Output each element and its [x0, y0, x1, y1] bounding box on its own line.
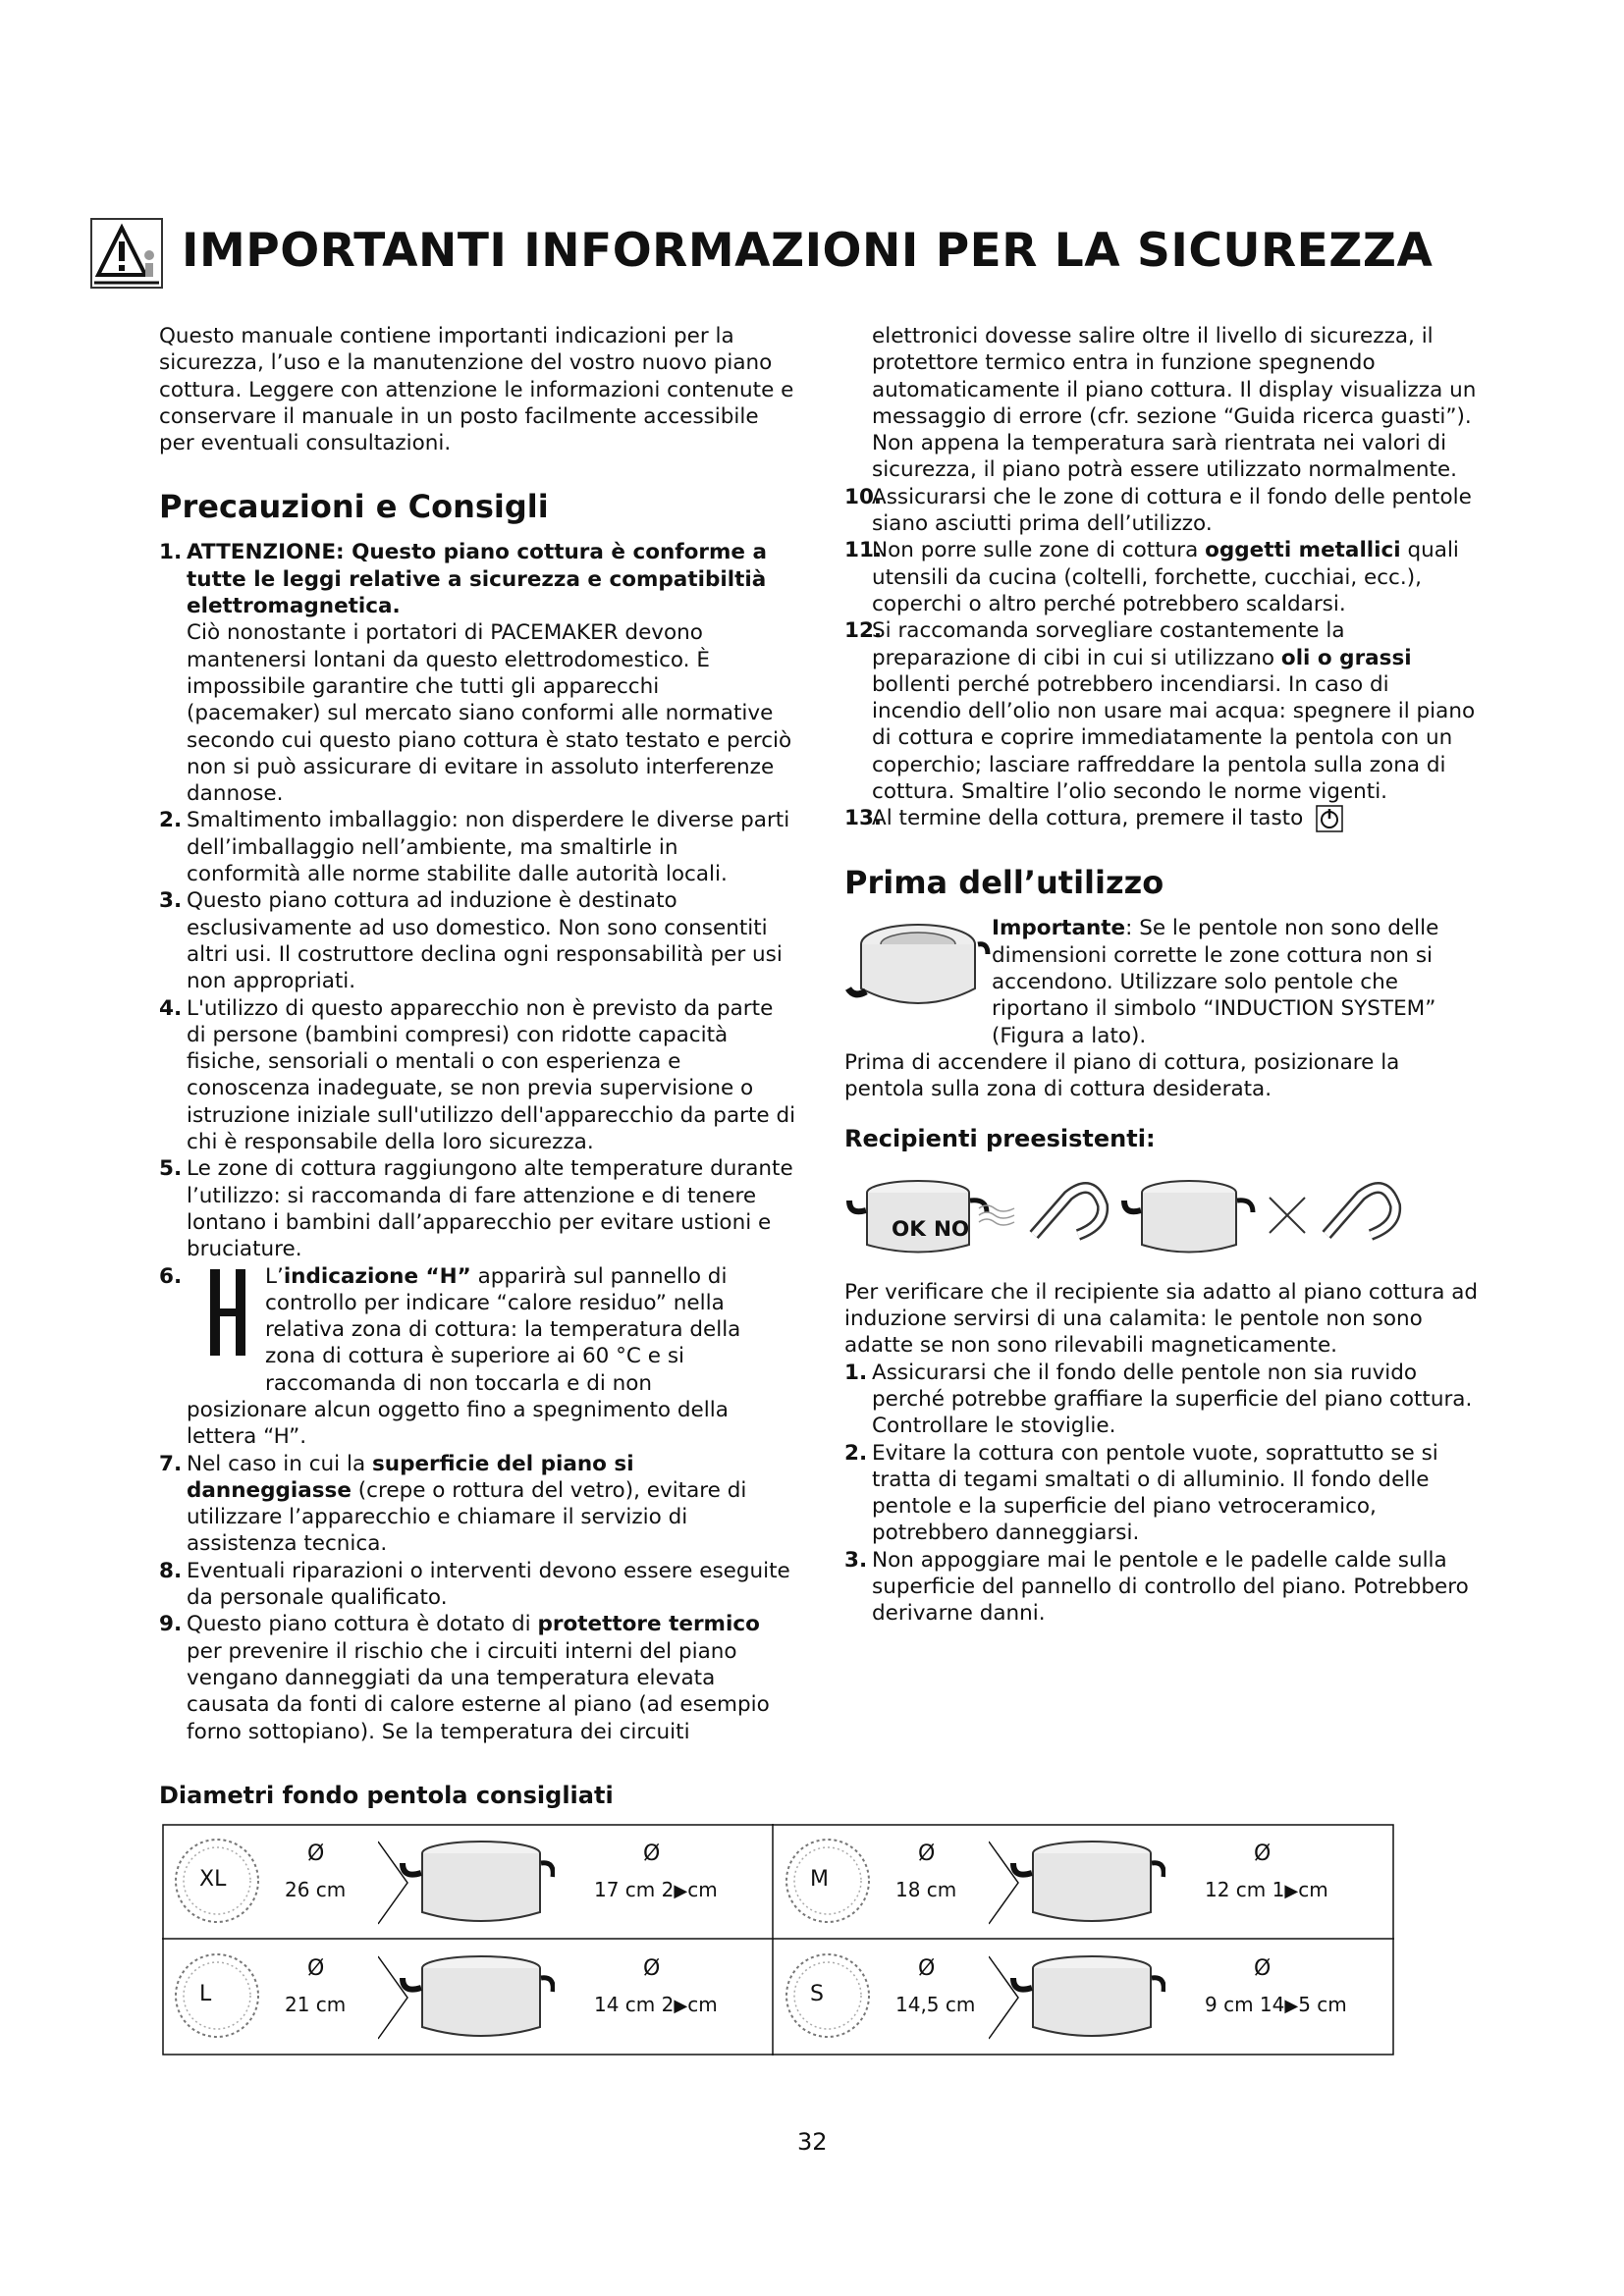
left-column [159, 323, 797, 1745]
list-item: 2. Evitare la cottura con pentole vuote, soprattutto se si tratta di tegami smaltati o di alluminio. Il fondo delle pentole e la superficie del piano vetroceramico, potrebbero danneggiarsi. [844, 1440, 1438, 1546]
diameter-symbol: Ø [1254, 1956, 1272, 1981]
list-item: 3. Non appoggiare mai le pentole e le padelle calde sulla superficie del pannello di controllo del piano. Potrebbero derivarne danni. [844, 1547, 1469, 1627]
diameter-symbol: Ø [1254, 1842, 1272, 1866]
list-item-continued: elettronici dovesse salire oltre il livello di sicurezza, il protettore termico entra in funzione spegnendo automaticamente il piano cottura. Il display visualizza un messaggio di errore (cfr. sezione “Guida ricerca guasti”). Non appena la temperatura sarà rientrata nei valori di sicurezza, il piano potrà essere utilizzato normalmente. [872, 324, 1477, 483]
magnetic-waves-icon [977, 1201, 1016, 1230]
list-item: 10.Assicurarsi che le zone di cottura e il fondo delle pentole siano asciutti prima dell’utilizzo. [844, 484, 1472, 537]
magnet-text: Per verificare che il recipiente sia adatto al piano cottura ad induzione servirsi di una calamita: le pentole non sono adatte se non sono rilevabili magneticamente. [844, 1279, 1479, 1359]
zone-diameter: 18 cm [895, 1878, 957, 1901]
list-item: 5. Le zone di cottura raggiungono alte temperature durante l’utilizzo: si raccomanda di fare attenzione e di tenere lontano i bambini dall’apparecchio per evitare ustioni e bruciature. [159, 1156, 793, 1262]
residual-heat-h-icon [187, 1263, 265, 1362]
right-column [844, 323, 1483, 1628]
not-magnetic-cross-icon [1266, 1194, 1309, 1237]
diameter-cell [162, 1939, 773, 2054]
diameters-table [162, 1824, 1394, 2056]
pot-diameter-range: 17 cm 2▶cm [594, 1878, 718, 1901]
pot-no-icon [1120, 1171, 1258, 1259]
list-item-tail: posizionare alcun oggetto fino a spegnimento della lettera “H”. [187, 1397, 729, 1450]
diameter-symbol: Ø [643, 1956, 661, 1981]
important-block: Importante: Se le pentole non sono delle dimensioni corrette le zone cottura non si accendono. Utilizzare solo pentole che riportano il simbolo “INDUCTION SYSTEM” (Figura a lato). [844, 915, 1483, 1048]
list-item: 1. ATTENZIONE: Questo piano cottura è conforme a tutte le leggi relative a sicurezza e compatibiltià elettromagnetica. [159, 540, 767, 619]
arrow-right-icon: ▶ [674, 1996, 688, 2016]
diameters-heading: Diametri fondo pentola consigliati [159, 1782, 614, 1809]
cooking-zone-icon [170, 1949, 264, 2043]
intro-text: Questo manuale contiene importanti indicazioni per la sicurezza, l’uso e la manutenzione del vostro nuovo piano cottura. Leggere con attenzione le informazioni contenute e conservare il manuale in un posto facilmente accessibile per eventuali consultazioni. [159, 324, 794, 456]
zone-label: L [199, 1982, 212, 2006]
diameter-cell [162, 1824, 773, 1939]
pot-icon [378, 1947, 555, 2049]
arrow-right-icon: ▶ [1284, 1881, 1299, 1901]
warning-icon [90, 218, 163, 289]
diameter-symbol: Ø [307, 1842, 325, 1866]
diameter-cell [773, 1939, 1383, 2054]
zone-diameter: 21 cm [285, 1993, 347, 2016]
pot-diameter-range: 9 cm 14▶5 cm [1205, 1993, 1347, 2016]
page-number: 32 [797, 2128, 828, 2156]
pot-ok-icon [844, 1171, 992, 1259]
list-item: 3. Questo piano cottura ad induzione è destinato esclusivamente ad uso domestico. Non sono consentiti altri usi. Il costruttore declina ogni responsabilità per usi non appropriati. [159, 888, 783, 994]
magnet-icon [1024, 1181, 1112, 1250]
cooking-zone-icon [781, 1949, 875, 2043]
induction-pot-icon [844, 915, 992, 1023]
zone-label: M [810, 1867, 829, 1892]
arrow-right-icon: ▶ [1284, 1996, 1299, 2016]
zone-diameter: 26 cm [285, 1878, 347, 1901]
list-item: 12.Si raccomanda sorvegliare costantemente la preparazione di cibi in cui si utilizzano oli o grassi bollenti perché potrebbero incendiarsi. In caso di incendio dell’olio non usare mai acqua: spegnere il piano di cottura e coprire immediatamente la pentola con un coperchio; lasciare raffreddare la pentola sulla zona di cottura. Smaltire l’olio secondo le norme vigenti. [844, 618, 1476, 805]
diameter-cell [773, 1824, 1383, 1939]
pot-icon [378, 1832, 555, 1934]
list-item: 4. L'utilizzo di questo apparecchio non è previsto da parte di persone (bambini compresi) con ridotte capacità fisiche, sensoriali o mentali o con esperienza e conoscenza inadeguate, se non previa supervisione o istruzione iniziale sull'utilizzo dell'apparecchio da parte di chi è responsabile della loro sicurezza. [159, 995, 796, 1155]
ok-label: OK [892, 1217, 926, 1243]
diameter-symbol: Ø [918, 1956, 936, 1981]
magnet-test-illustration [844, 1171, 1483, 1259]
pot-icon [989, 1832, 1165, 1934]
list-item: 7. Nel caso in cui la superficie del piano si danneggiasse (crepe o rottura del vetro), evitare di utilizzare l’apparecchio e chiamare il servizio di assistenza tecnica. [159, 1451, 747, 1557]
zone-diameter: 14,5 cm [895, 1993, 976, 2016]
pot-icon [989, 1947, 1165, 2049]
existing-pots-heading: Recipienti preesistenti: [844, 1125, 1156, 1153]
arrow-right-icon: ▶ [674, 1881, 688, 1901]
list-item: 6. L’indicazione “H” apparirà sul pannello di controllo per indicare “calore residuo” nella relativa zona di cottura: la temperatura della zona di cottura è superiore ai 60 °C e si raccomanda di non toccarla e di non [159, 1263, 741, 1396]
no-label: NO [933, 1217, 970, 1243]
zone-label: XL [199, 1867, 227, 1892]
diameter-symbol: Ø [643, 1842, 661, 1866]
diameter-symbol: Ø [918, 1842, 936, 1866]
list-item: 9. Questo piano cottura è dotato di protettore termico per prevenire il rischio che i circuiti interni del piano vengano danneggiati da una temperatura elevata causata da fonti di calore esterne al piano (ad esempio forno sottopiano). Se la temperatura dei circuiti [159, 1612, 770, 1744]
diameter-symbol: Ø [307, 1956, 325, 1981]
list-item: 2. Smaltimento imballaggio: non disperdere le diverse parti dell’imballaggio nell’ambiente, ma smaltirle in conformità alle norme stabilite dalle autorità locali. [159, 808, 790, 887]
pot-diameter-range: 14 cm 2▶cm [594, 1993, 718, 2016]
list-item: 8. Eventuali riparazioni o interventi devono essere eseguite da personale qualificato. [159, 1558, 790, 1611]
list-item: 1. Assicurarsi che il fondo delle pentole non sia ruvido perché potrebbe graffiare la superficie del piano cottura. Controllare le stoviglie. [844, 1360, 1473, 1439]
pot-diameter-range: 12 cm 1▶cm [1205, 1878, 1328, 1901]
before-use-heading: Prima dell’utilizzo [844, 864, 1164, 902]
precautions-heading: Precauzioni e Consigli [159, 488, 549, 526]
list-item: 11.Non porre sulle zone di cottura oggetti metallici quali utensili da cucina (coltelli, forchette, cucchiai, ecc.), coperchi o altro perché potrebbero scaldarsi. [844, 538, 1459, 616]
magnet-icon [1317, 1181, 1405, 1250]
list-item-body: Ciò nonostante i portatori di PACEMAKER devono mantenersi lontani da questo elettrodomestico. È impossibile garantire che tutti gli apparecchi (pacemaker) sul mercato siano conformi alle normative secondo cui questo piano cottura è stato testato e perciò non si può assicurare di evitare in assoluto interferenze dannose. [187, 620, 792, 807]
page-title: IMPORTANTI INFORMAZIONI PER LA SICUREZZA [182, 224, 1434, 278]
position-text: Prima di accendere il piano di cottura, posizionare la pentola sulla zona di cottura desiderata. [844, 1049, 1400, 1102]
power-button-icon [1316, 805, 1343, 832]
zone-label: S [810, 1982, 824, 2006]
list-item: 13.Al termine della cottura, premere il tasto [844, 805, 1483, 832]
